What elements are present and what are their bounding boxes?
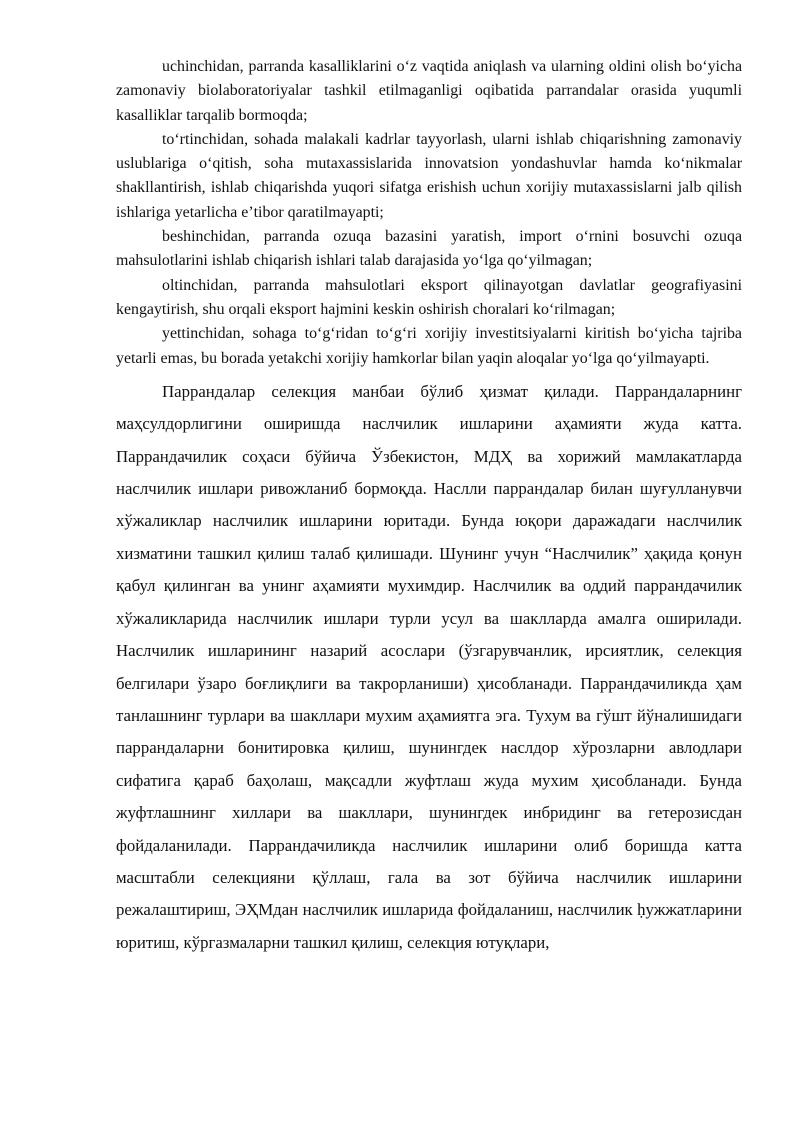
list-item-sixth: oltinchidan, parranda mahsulotlari eksport qilinayotgan davlatlar geografiyasini kengaytirish, shu orqali eksport hajmini keskin oshirish choralari koʻrilmagan;	[116, 276, 742, 318]
list-item-third: uchinchidan, parranda kasalliklarini oʻz vaqtida aniqlash va ularning oldini olish boʻyicha zamonaviy biolaboratoriyalar tashkil etilmaganligi oqibatida parrandalar orasida yuqumli kasalliklar tarqalib bormoqda;	[116, 58, 742, 124]
list-item-fourth: toʻrtinchidan, sohada malakali kadrlar tayyorlash, ularni ishlab chiqarishning zamonaviy uslublariga oʻqitish, soha mutaxassislarida innovatsion yondashuvlar hamda koʻnikmalar shakllantirish, ishlab chiqarishda yuqori sifatga erishish uchun xorijiy mutaxassislarni jalb qilish ishlariga yetarlicha eʼtibor qaratilmayapti;	[116, 130, 742, 221]
main-paragraph: Паррандалар селекция манбаи бўлиб ҳизмат қилади. Паррандаларнинг маҳсулдорлигини оширишда наслчилик ишларини аҳамияти жуда катта. Паррандачилик соҳаси бўйича Ўзбекистон, МДҲ ва хорижий мамлакатларда наслчилик ишлари ривожланиб бормоқда. Наслли паррандалар билан шуғулланувчи хўжаликлар наслчилик ишларини юритади. Бунда юқори даражадаги наслчилик хизматини ташкил қилиш талаб қилишади. Шунинг учун “Наслчилик” ҳақида қонун қабул қилинган ва унинг аҳамияти мухимдир. Наслчилик ва оддий паррандачилик хўжаликларида наслчилик ишлари турли усул ва шаклларда амалга оширилади. Наслчилик ишларининг назарий асослари (ўзгарувчанлик, ирсиятлик, селекция белгилари ўзаро боғлиқлиги ва такрорланиши) ҳисобланади. Паррандачиликда ҳам танлашнинг турлари ва шакллари мухим аҳамиятга эга. Тухум ва гўшт йўналишидаги паррандаларни бонитировка қилиш, шунингдек наслдор хўрозларни авлодлари сифатига қараб баҳолаш, мақсадли жуфтлаш жуда мухим ҳисобланади. Бунда жуфтлашнинг хиллари ва шакллари, шунингдек инбридинг ва гетерозисдан фойдаланилади. Паррандачиликда наслчилик ишларини олиб боришда катта масштабли селекцияни қўллаш, гала ва зот бўйича наслчилик ишларини режалаштириш, ЭҲМдан наслчилик ишларида фойдаланиш, наслчилик ḥужжатларини юритиш, кўргазмаларни ташкил қилиш, селекция ютуқлари,	[116, 381, 742, 952]
list-item-fifth: beshinchidan, parranda ozuqa bazasini yaratish, import oʻrnini bosuvchi ozuqa mahsulotlarini ishlab chiqarish ishlari talab darajasida yoʻlga qoʻyilmagan;	[116, 228, 742, 270]
text-column	[116, 55, 742, 959]
shortcomings-list	[116, 55, 742, 371]
list-item-seventh: yettinchidan, sohaga toʻgʻridan toʻgʻri xorijiy investitsiyalarni kiritish boʻyicha tajriba yetarli emas, bu borada yetakchi xorijiy hamkorlar bilan yaqin aloqalar yoʻlga qoʻyilmayapti.	[116, 325, 742, 367]
breeding-section	[116, 376, 742, 959]
